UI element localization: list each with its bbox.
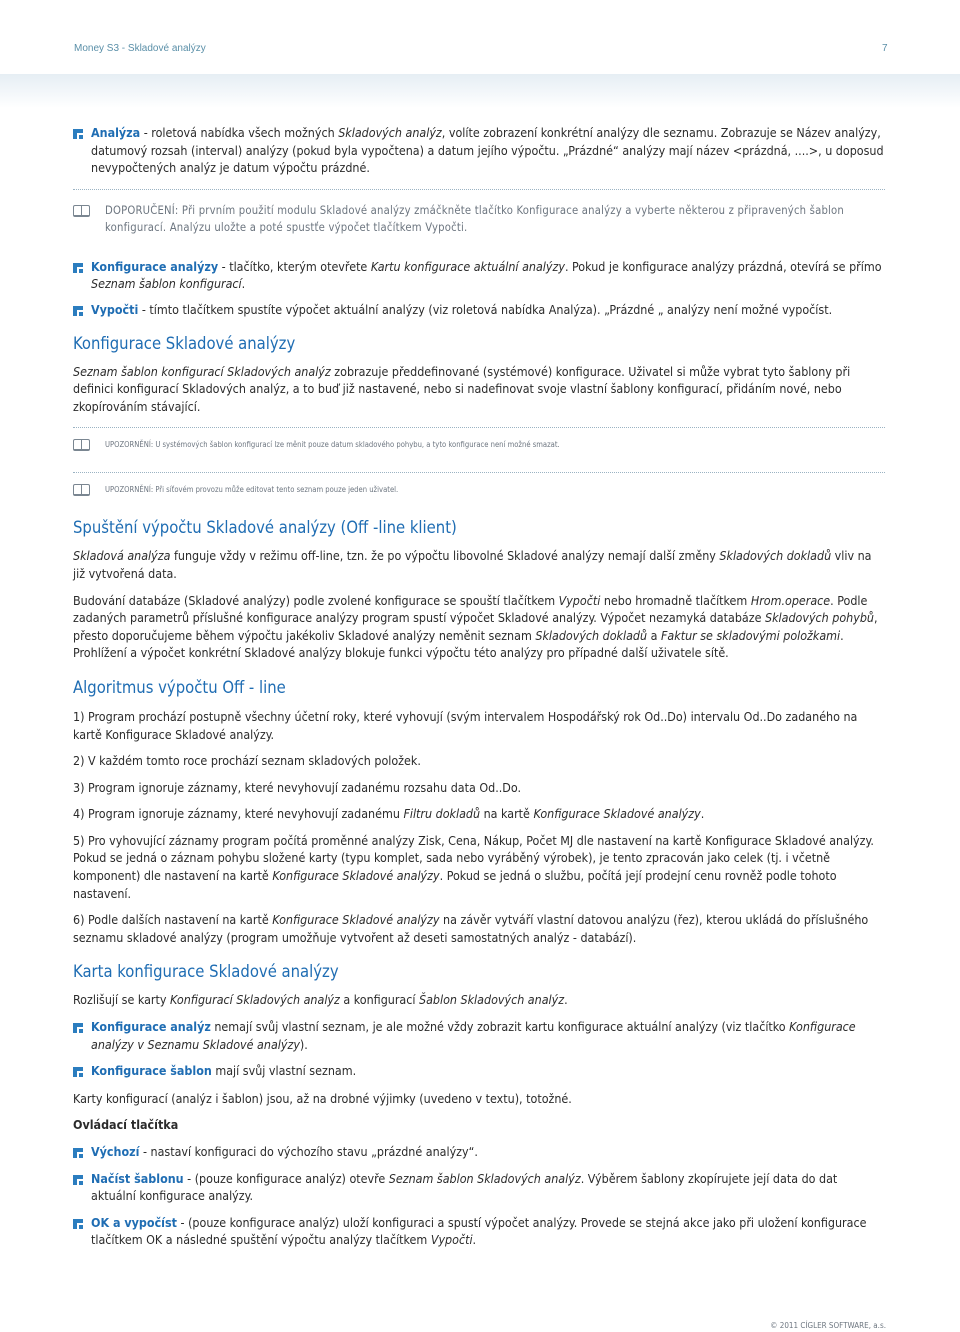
section-heading: Algoritmus výpočtu Off - line xyxy=(73,677,286,697)
bullet-square-icon xyxy=(73,1148,83,1158)
paragraph: Rozlišují se karty Konfigurací Skladových analýz a konfigurací Šablon Skladových analýz. xyxy=(73,992,568,1008)
section-heading: Karta konfigurace Skladové analýzy xyxy=(73,962,339,982)
bullet-vychozi: Výchozí - nastaví konfiguraci do výchozího stavu „prázdné analýzy“. xyxy=(73,1143,885,1161)
bullet-konfigurace-analyz: Konfigurace analýz nemají svůj vlastní seznam, je ale možné vždy zobrazit kartu konfigurace aktuální analýzy (viz tlačítko Konfigurace analýzy v Seznamu Skladové analýzy). xyxy=(73,1018,885,1053)
dotted-divider xyxy=(73,189,885,190)
book-icon xyxy=(73,484,89,495)
running-header-title: Money S3 - Skladové analýzy xyxy=(74,43,206,54)
bullet-square-icon xyxy=(73,306,83,316)
section-heading: Konfigurace Skladové analýzy xyxy=(73,333,296,353)
page-number: 7 xyxy=(882,43,888,54)
paragraph: Karty konfigurací (analýz i šablon) jsou, až na drobné výjimky (uvedeno v textu), totožné. xyxy=(73,1090,572,1106)
footer-copyright: © 2011 CÍGLER SOFTWARE, a.s. xyxy=(770,1321,886,1330)
term: Analýza xyxy=(91,125,141,140)
algorithm-step: 3) Program ignoruje záznamy, které nevyhovují zadanému rozsahu data Od..Do. xyxy=(73,779,522,795)
bullet-square-icon xyxy=(73,1219,83,1229)
warning-note: UPOZORNĚNÍ: Při síťovém provozu může editovat tento seznam pouze jeden uživatel. xyxy=(73,484,885,496)
page-content xyxy=(73,124,885,1249)
algorithm-step: 2) V každém tomto roce prochází seznam skladových položek. xyxy=(73,753,421,769)
bullet-vypocti: Vypočti - tímto tlačítkem spustíte výpočet aktuální analýzy (viz roletová nabídka Analýza). „Prázdné „ analýzy není možné vypočíst. xyxy=(73,301,885,319)
subheading: Ovládací tlačítka xyxy=(73,1117,179,1133)
warning-note: UPOZORNĚNÍ: U systémových šablon konfigurací lze měnit pouze datum skladového pohybu, a tyto konfigurace není možné smazat. xyxy=(73,439,885,451)
bullet-analyza: Analýza - roletová nabídka všech možných Skladových analýz, volíte zobrazení konkrétní analýzy dle seznamu. Zobrazuje se Název analýzy, datumový rozsah (interval) analýzy (pokud byla vypočtena) a datum jejího výpočtu. „Prázdné“ analýzy mají název <prázdná, ....>, u doposud nevypočtených analýz je datum výpočtu prázdné. xyxy=(73,124,885,177)
algorithm-step: 5) Pro vyhovující záznamy program počítá proměnné analýzy Zisk, Cena, Nákup, Počet MJ dle nastavení na kartě Konfigurace Skladové analýzy. Pokud se jedná o záznam pohybu složené karty (typu komplet, sada nebo vyráběný výrobek), je tento zpracován jako celek (tj. i včetně komponent) dle nastavení na kartě Konfigurace Skladové analýzy. Pokud se jedná o službu, počítá její prodejní cenu rovněž podle tohoto nastavení. xyxy=(73,832,874,901)
dotted-divider xyxy=(73,427,885,428)
book-icon xyxy=(73,205,89,216)
bullet-konfigurace-analyzy: Konfigurace analýzy - tlačítko, kterým otevřete Kartu konfigurace aktuální analýzy. Pokud je konfigurace analýzy prázdná, otevírá se přímo Seznam šablon konfigurací. xyxy=(73,258,885,293)
bullet-square-icon xyxy=(73,1175,83,1185)
bullet-konfigurace-sablon: Konfigurace šablon mají svůj vlastní seznam. xyxy=(73,1062,885,1080)
bullet-nacist-sablonu: Načíst šablonu - (pouze konfigurace analýz) otevře Seznam šablon Skladových analýz. Výběrem šablony zkopírujete její data do dat aktuální konfigurace analýzy. xyxy=(73,1170,885,1205)
recommendation-note: DOPORUČENÍ: Při prvním použití modulu Skladové analýzy zmáčkněte tlačítko Konfigurace analýzy a vyberte některou z připravených šablon konfigurací. Analýzu uložte a poté spustťe výpočet tlačítkem Vypočti. xyxy=(73,202,885,237)
bullet-ok-a-vypocist: OK a vypočíst - (pouze konfigurace analýz) uloží konfiguraci a spustí výpočet analýzy. Provede se stejná akce jako při uložení konfigurace tlačítkem OK a následné spuštění výpočtu analýzy tlačítkem Vypočti. xyxy=(73,1214,885,1249)
header-band xyxy=(0,74,960,108)
book-icon xyxy=(73,439,89,450)
bullet-square-icon xyxy=(73,263,83,273)
algorithm-step: 6) Podle dalších nastavení na kartě Konfigurace Skladové analýzy na závěr vytváří vlastní datovou analýzu (řez), kterou ukládá do příslušného seznamu skladové analýzy (program umožňuje vytvořent až deseti samostatných analýz - databází). xyxy=(73,912,869,945)
section-heading: Spuštění výpočtu Skladové analýzy (Off -line klient) xyxy=(73,518,457,538)
dotted-divider xyxy=(73,472,885,473)
bullet-square-icon xyxy=(73,129,83,139)
bullet-square-icon xyxy=(73,1067,83,1077)
paragraph: Skladová analýza funguje vždy v režimu off-line, tzn. že po výpočtu libovolné Skladové analýzy nemají další změny Skladových dokladů vliv na již vytvořená data. xyxy=(73,548,872,581)
bullet-square-icon xyxy=(73,1023,83,1033)
paragraph: Seznam šablon konfigurací Skladových analýz zobrazuje předdefinované (systémové) konfigurace. Uživatel si může vybrat tyto šablony při definici konfigurací Skladových analýz, a to buď již nastavené, nebo si nadefinovat svoje vlastní šablony konfigurací, přidáním nové, nebo zkopírováním stávající. xyxy=(73,363,851,414)
paragraph: Budování databáze (Skladové analýzy) podle zvolené konfigurace se spouští tlačítkem Vypočti nebo hromadně tlačítkem Hrom.operace. Podle zadaných parametrů příslušné konfigurace analýzy program spustí výpočet Skladové analýzy. Výpočet nezamyká databáze Skladových pohybů, přesto doporučujeme během výpočtu jakékoliv Skladové analýzy neměnit seznam Skladových dokladů a Faktur se skladovými položkami. Prohlížení a výpočet konkrétní Skladové analýzy blokuje funkci výpočtu této analýzy pro případné další uživatele sítě. xyxy=(73,592,878,661)
algorithm-step: 4) Program ignoruje záznamy, které nevyhovují zadanému Filtru dokladů na kartě Konfigurace Skladové analýzy. xyxy=(73,806,705,822)
algorithm-step: 1) Program prochází postupně všechny účetní roky, které vyhovují (svým intervalem Hospodářský rok Od..Do) intervalu Od..Do zadaného na kartě Konfigurace Skladové analýzy. xyxy=(73,708,858,742)
